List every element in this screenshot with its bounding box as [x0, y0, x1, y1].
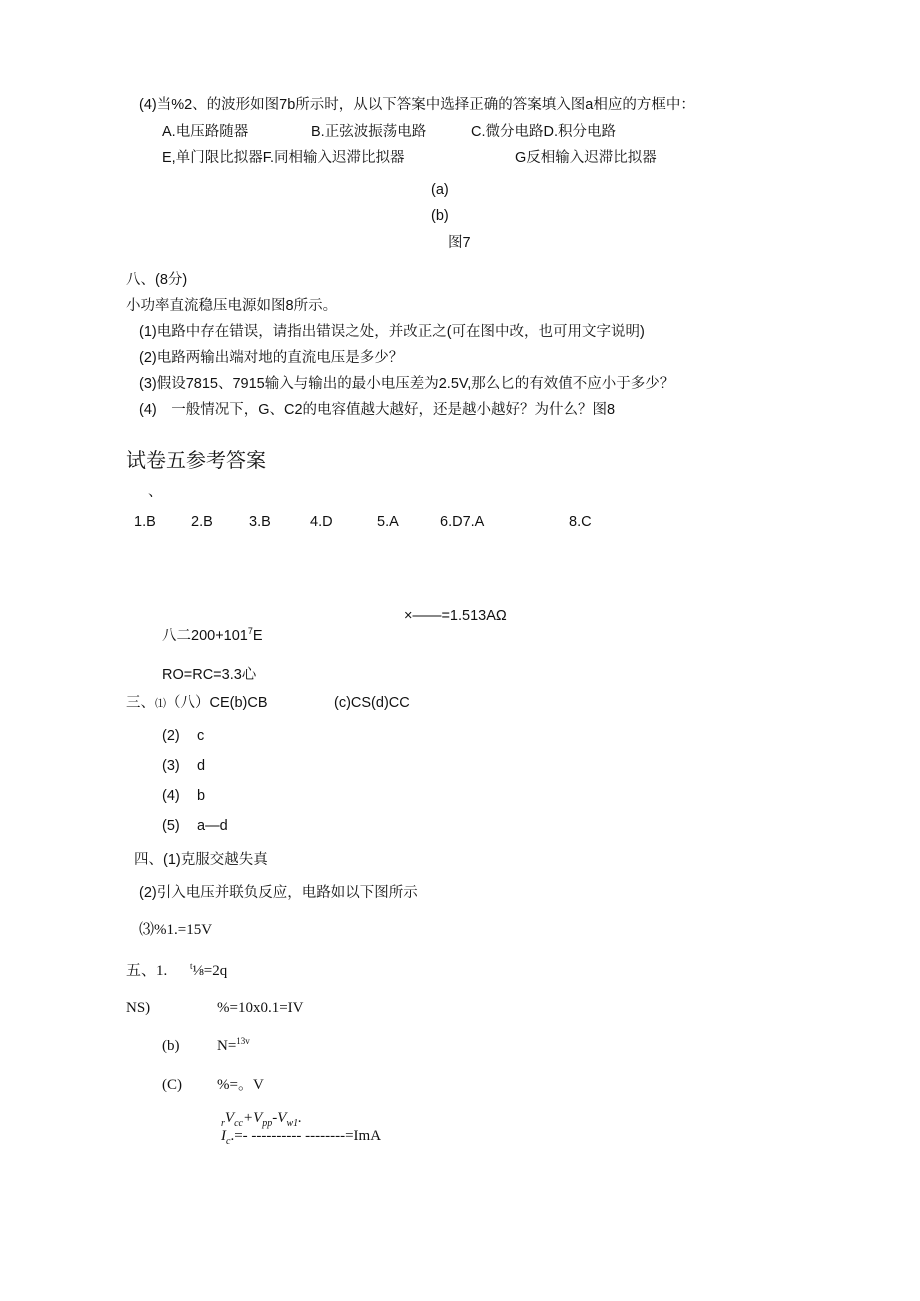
- formula-result: ×——=1.513AΩ: [404, 608, 507, 624]
- answers-title: 试卷五参考答案: [126, 450, 266, 472]
- choice-answer: 4.D: [310, 514, 333, 530]
- section-3-item-val: b: [197, 788, 206, 804]
- section-3-item-num: (4): [162, 788, 180, 804]
- section-4-item-2: (2)引入电压并联负反应，电路如以下图所示: [139, 885, 418, 901]
- section-3-item-num: (2): [162, 728, 180, 744]
- choice-answer: 8.C: [569, 514, 592, 530]
- section-3-item-num: (3): [162, 758, 180, 774]
- q4-line1: (4)当%2、的波形如图7b所示时，从以下答案中选择正确的答案填入图a相应的方框中：: [139, 97, 695, 113]
- q8-item-2: (2)电路两输出端对地的直流电压是多少？: [139, 350, 404, 366]
- section-5-ns-value: %=10x0.1=IV: [217, 1000, 304, 1016]
- section-4-item-1: 四、(1)克服交越失真: [134, 852, 268, 868]
- q8-intro: 小功率直流稳压电源如图8所示。: [126, 298, 338, 314]
- q4-option-cd: C.微分电路D.积分电路: [471, 124, 616, 140]
- choice-answer: 5.A: [377, 514, 399, 530]
- section-3-line1: 三、⑴（八）CE(b)CB: [126, 695, 268, 711]
- q4-option-a: A.电压路随器: [162, 124, 249, 140]
- current-formula-numerator: $_rV_{cc}+V_{pp}-V_{w1}$.: [221, 1110, 302, 1129]
- choice-answer: 6.D7.A: [440, 514, 485, 530]
- section-5-b-value: N=$^{13v}$: [217, 1036, 250, 1054]
- formula-rbe: 八二$200+101^7E$: [162, 626, 263, 644]
- section-3-item-val: a—d: [197, 818, 228, 834]
- choice-answer: 1.B: [134, 514, 156, 530]
- section-3-item-num: (5): [162, 818, 180, 834]
- figure-caption-7: 图7: [448, 235, 471, 251]
- q8-item-3: (3)假设7815、7915输入与输出的最小电压差为2.5V,那么匕的有效值不应小于多少？: [139, 376, 675, 392]
- section-5-ns-label: NS): [126, 1000, 151, 1016]
- section-5-c-label: (C): [162, 1077, 182, 1093]
- q4-option-b: B.正弦波振荡电路: [311, 124, 427, 140]
- figure-label-b: (b): [431, 208, 449, 224]
- section-5-formula: $^t$⅛=2q: [190, 961, 228, 979]
- choice-answer: 2.B: [191, 514, 213, 530]
- section-3-item-val: d: [197, 758, 206, 774]
- q8-heading: 八、(8分): [126, 272, 188, 288]
- choice-answer: 3.B: [249, 514, 271, 530]
- section-5-b-label: (b): [162, 1038, 180, 1054]
- section-3-item-val: c: [197, 728, 205, 744]
- q4-option-g: G反相输入迟滞比拟器: [515, 150, 657, 166]
- section-5-c-value: %=。V: [217, 1077, 264, 1093]
- current-formula-result: $I_c.=-$ ---------- --------=ImA: [221, 1128, 382, 1147]
- figure-label-a: (a): [431, 182, 449, 198]
- q8-item-1: (1)电路中存在错误，请指出错误之处，并改正之(可在图中改，也可用文字说明): [139, 324, 645, 340]
- q8-item-4: (4) 一般情况下，G、C2的电容值越大越好，还是越小越好？为什么？图8: [139, 402, 616, 418]
- section-3-line1-right: (c)CS(d)CC: [334, 695, 410, 711]
- answers-mark: 、: [148, 484, 163, 500]
- q4-option-ef: E,单门限比拟器F.同相输入迟滞比拟器: [162, 150, 405, 166]
- section-5-heading: 五、1.: [126, 963, 168, 979]
- formula-ro: RO=RC=3.3心: [162, 667, 257, 683]
- section-4-item-3: ⑶%1.=15V: [139, 922, 213, 938]
